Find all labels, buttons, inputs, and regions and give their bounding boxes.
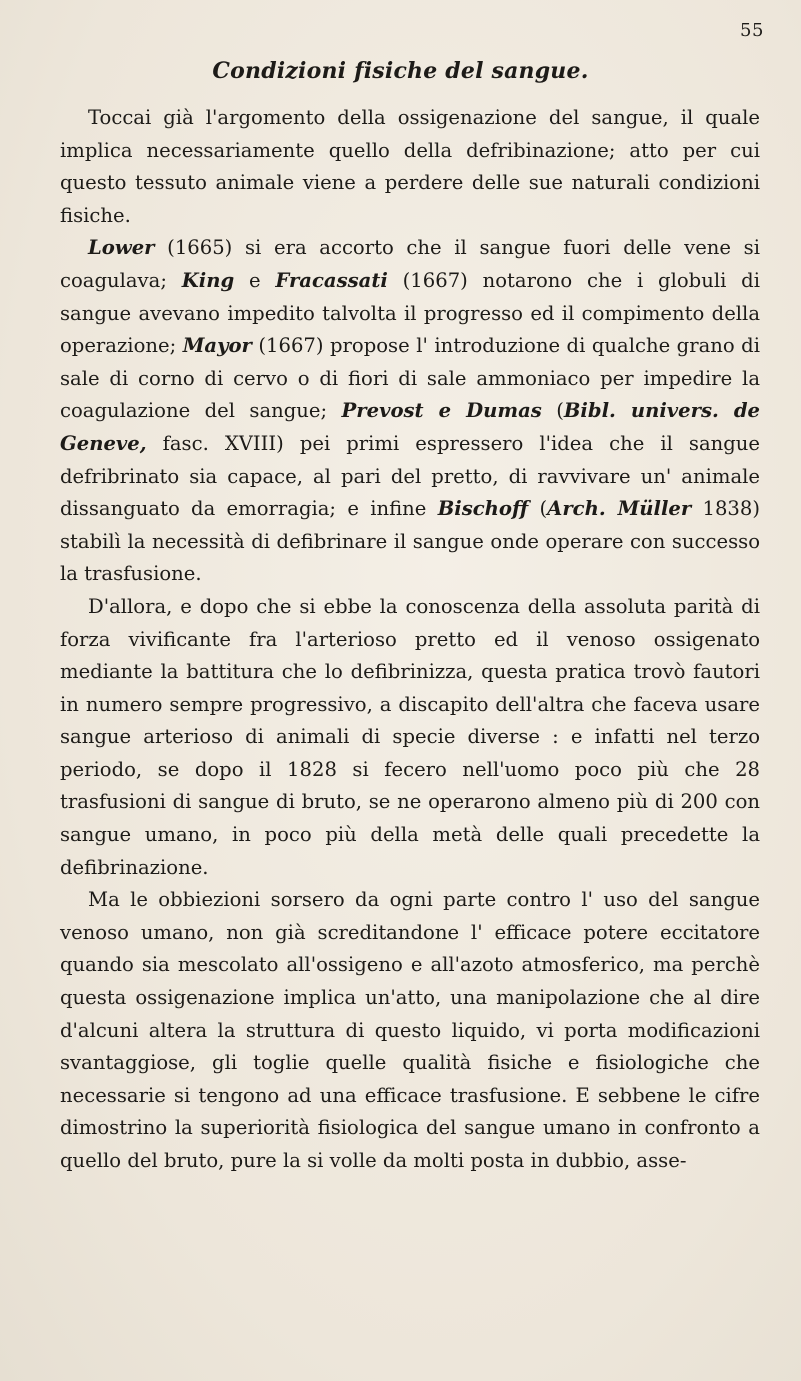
text-span: e bbox=[234, 268, 276, 292]
paragraph-3: D'allora, e dopo che si ebbe la conoscenza della assoluta parità di forza vivificante fra l'arterioso pretto ed il venoso ossigenato mediante la battitura che lo defibrinizza, questa pratica trovò fautori in numero sempre progressivo, a discapito dell'altra che faceva usare sangue arterioso di animali di specie diverse : e infatti nel terzo periodo, se dopo il 1828 si fecero nell'uomo poco più che 28 trasfusioni di sangue di bruto, se ne operarono almeno più di 200 con sangue umano, in poco più della metà delle quali precedette la defibrinazione. bbox=[60, 594, 760, 879]
text-span: 1838) stabilì la necessità di defibrinare il sangue onde operare con successo la trasfusione. bbox=[60, 497, 760, 586]
running-head: Condizioni fisiche del sangue. bbox=[212, 58, 589, 84]
author-fracassati: Fracassati bbox=[275, 268, 388, 292]
paragraph-1: Toccai già l'argomento della ossigenazione del sangue, il quale implica necessariamente quello della defribinazione; atto per cui questo tessuto animale viene a perdere delle sue naturali condizioni fisiche. bbox=[60, 106, 760, 227]
paragraph-4: Ma le obbiezioni sorsero da ogni parte contro l' uso del sangue venoso umano, non già screditandone l' efficace potere eccitatore quando sia mescolato all'ossigeno e all'azoto atmosferico, ma perchè questa ossigenazione implica un'atto, una manipolazione che al dire d'alcuni altera la struttura di questo liquido, vi porta modificazioni svantaggiose, gli toglie quelle qualità fisiche e fisiologiche che necessarie si tengono ad una efficace trasfusione. E sebbene le cifre dimostrino la superiorità fisiologica del sangue umano in confronto a quello del bruto, pure la si volle da molti posta in dubbio, asse- bbox=[60, 888, 760, 1172]
author-lower: Lower bbox=[88, 236, 155, 260]
text-span: (1667) notarono che i globuli di sangue avevano impedito talvolta il progresso ed il compimento della operazione; bbox=[60, 268, 760, 358]
author-king: King bbox=[181, 268, 235, 292]
citation-arch-muller: Arch. Müller bbox=[547, 497, 692, 521]
citation-bibl-univers: Bibl. univers. de Geneve, bbox=[60, 399, 760, 455]
author-prevost-dumas: Prevost e Dumas bbox=[341, 399, 542, 423]
text-span: fasc. XVIII) pei primi espressero l'idea che il sangue defribrinato sia capace, al pari del pretto, di ravvivare un' animale dissanguato da emorragia; e infine bbox=[60, 431, 760, 521]
text-span: ( bbox=[541, 399, 564, 423]
page-number: 55 bbox=[740, 20, 764, 41]
body-text bbox=[60, 102, 760, 1178]
author-bischoff: Bischoff bbox=[437, 497, 529, 521]
text-span: (1665) si era accorto che il sangue fuori delle vene si coagulava; bbox=[60, 236, 760, 292]
text-span: ( bbox=[528, 497, 548, 521]
text-span: (1667) propose l' introduzione di qualche grano di sale di corno di cervo o di fiori di sale ammoniaco per impedire la coagulazione del sangue; bbox=[60, 334, 760, 423]
author-mayor: Mayor bbox=[182, 334, 252, 358]
paragraph-2 bbox=[60, 232, 760, 591]
